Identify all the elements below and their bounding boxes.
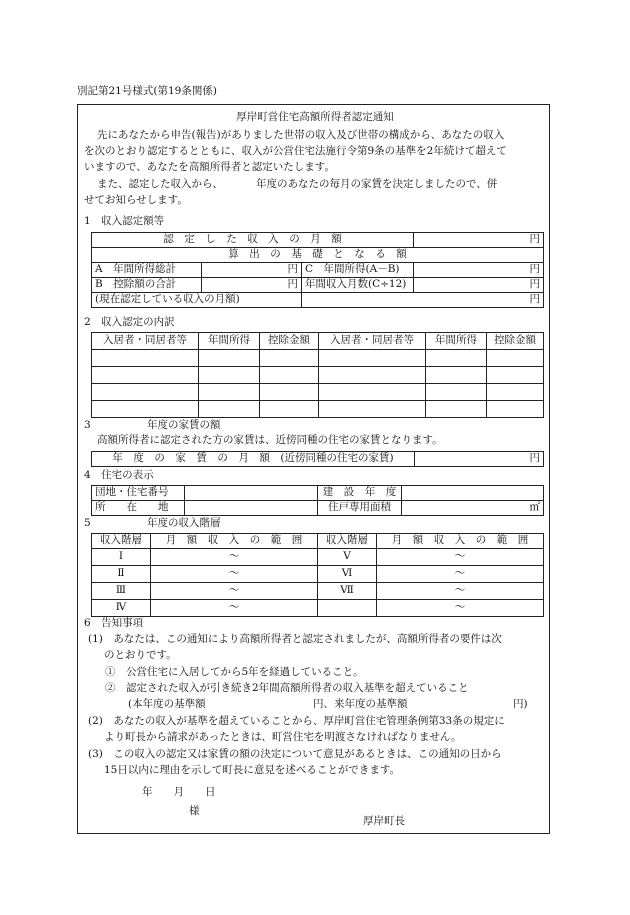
section-3-number: 3 <box>84 419 91 431</box>
bracket-header: 収入階層 <box>92 534 151 549</box>
section-3-heading: 年度の家賃の額 <box>147 419 221 431</box>
housing-table <box>91 485 544 516</box>
income-breakdown-table <box>91 332 544 418</box>
section-6-heading: 6 告知事項 <box>84 617 144 629</box>
table-row <box>92 600 544 617</box>
monthly-rent-value: 円 <box>415 452 544 467</box>
table-row <box>92 566 544 583</box>
bracket-level: Ⅲ <box>92 583 151 600</box>
rent-table <box>91 451 544 467</box>
form-number: 別記第21号様式(第19条関係) <box>77 85 217 97</box>
deduction-total-value: 円 <box>202 278 302 293</box>
monthly-income-label: 認 定 し た 収 入 の 月 額 <box>92 233 414 248</box>
bracket-level: Ⅳ <box>92 600 151 617</box>
range-header: 月 額 収 入 の 範 囲 <box>377 534 544 549</box>
standard-next-year-label: 円、来年度の基準額 <box>313 698 408 710</box>
table-row <box>92 350 544 367</box>
notice-2-line-2: より町長から請求があったときは、町営住宅を明渡さなければなりません。 <box>104 731 462 743</box>
header-resident: 入居者・同居者等 <box>319 333 426 350</box>
notice-1-requirement-a: ① 公営住宅に入居してから5年を経過していること。 <box>105 666 364 678</box>
table-row <box>92 583 544 600</box>
complex-number-label: 団地・住宅番号 <box>92 486 185 501</box>
table-row <box>92 401 544 418</box>
notice-1-requirement-b: ② 認定された収入が引き続き2年間高額所得者の収入基準を超えていること <box>105 682 469 694</box>
section-1-heading: 1 収入認定額等 <box>84 215 165 227</box>
income-bracket-table <box>91 533 544 617</box>
intro-line-1: 先にあなたから申告(報告)がありました世帯の収入及び世帯の構成から、あなたの収入 <box>97 129 505 141</box>
calculation-basis-label: 算 出 の 基 礎 と な る 額 <box>92 248 544 263</box>
bracket-level: Ⅵ <box>318 566 377 583</box>
section-2-heading: 2 収入認定の内訳 <box>84 316 175 328</box>
bracket-level: Ⅱ <box>92 566 151 583</box>
annual-income-value: 円 <box>414 263 544 278</box>
table-row <box>92 384 544 401</box>
annual-income-total-label: A 年間所得総計 <box>92 263 202 278</box>
intro-line-4a: また、認定した収入から、 <box>97 178 223 190</box>
monthly-average-label: 年間収入月数(C÷12) <box>302 278 414 293</box>
range-tilde: ～ <box>377 566 544 583</box>
section-5-number: 5 <box>84 517 91 529</box>
floor-area-label: 住戸専用面積 <box>318 501 402 516</box>
issuer-name: 厚岸町長 <box>363 815 405 827</box>
rent-note: 高額所得者に認定された方の家賃は、近傍同種の住宅の家賃となります。 <box>97 434 443 446</box>
section-4-heading: 4 住宅の表示 <box>84 469 154 481</box>
floor-area-unit: ㎡ <box>402 501 544 516</box>
range-tilde: ～ <box>151 600 318 617</box>
range-tilde: ～ <box>151 583 318 600</box>
intro-line-2: を次のとおり認定するとともに、収入が公営住宅法施行令第9条の基準を2年続けて超えて <box>84 145 507 157</box>
header-deduction: 控除金額 <box>260 333 319 350</box>
range-tilde: ～ <box>377 549 544 566</box>
table-row <box>92 367 544 384</box>
table-row <box>92 549 544 566</box>
header-annual-income: 年間所得 <box>426 333 487 350</box>
range-header: 月 額 収 入 の 範 囲 <box>151 534 318 549</box>
income-table <box>91 232 544 308</box>
range-tilde: ～ <box>151 566 318 583</box>
range-tilde: ～ <box>377 600 544 617</box>
header-annual-income: 年間所得 <box>199 333 260 350</box>
notice-1-line-1: (1) あなたは、この通知により高額所得者と認定されましたが、高額所得者の要件は次 <box>88 633 502 645</box>
notice-3-line-2: 15日以内に理由を示して町長に意見を述べることができます。 <box>104 764 401 776</box>
build-year-label: 建 設 年 度 <box>318 486 402 501</box>
standard-this-year-label: (本年度の基準額 <box>128 698 206 710</box>
bracket-level: Ⅰ <box>92 549 151 566</box>
monthly-rent-label: 年 度 の 家 賃 の 月 額 (近傍同種の住宅の家賃) <box>92 452 415 467</box>
recipient-suffix: 様 <box>189 805 200 817</box>
current-income-label: (現在認定している収入の月額) <box>92 293 302 308</box>
notice-date: 年 月 日 <box>142 786 216 798</box>
notice-3-line-1: (3) この収入の認定又は家賃の額の決定について意見があるときは、この通知の日から <box>88 748 502 760</box>
range-tilde: ～ <box>377 583 544 600</box>
deduction-total-label: B 控除額の合計 <box>92 278 202 293</box>
intro-line-4b: 年度のあなたの毎月の家賃を決定しましたので、併 <box>256 178 498 190</box>
bracket-header: 収入階層 <box>318 534 377 549</box>
bracket-level: Ⅶ <box>318 583 377 600</box>
notice-2-line-1: (2) あなたの収入が基準を超えていることから、厚岸町営住宅管理条例第33条の規定に <box>88 715 505 727</box>
complex-number-value <box>185 486 318 501</box>
section-5-heading: 年度の収入階層 <box>147 517 221 529</box>
monthly-income-value: 円 <box>414 233 544 248</box>
annual-income-label: C 年間所得(A－B) <box>302 263 414 278</box>
bracket-level <box>318 600 377 617</box>
intro-line-5: せてお知らせします。 <box>84 194 188 206</box>
address-label: 所 在 地 <box>92 501 185 516</box>
monthly-average-value: 円 <box>414 278 544 293</box>
address-value <box>185 501 318 516</box>
annual-income-total-value: 円 <box>202 263 302 278</box>
build-year-value <box>402 486 544 501</box>
notice-1-line-2: のとおりです。 <box>104 649 177 661</box>
document-title: 厚岸町営住宅高額所得者認定通知 <box>236 111 394 123</box>
current-income-value: 円 <box>302 293 544 308</box>
header-deduction: 控除金額 <box>487 333 544 350</box>
standard-next-year-unit: 円) <box>513 698 528 710</box>
intro-line-3: いますので、あなたを高額所得者と認定いたします。 <box>84 161 335 173</box>
bracket-level: Ⅴ <box>318 549 377 566</box>
header-resident: 入居者・同居者等 <box>92 333 199 350</box>
range-tilde: ～ <box>151 549 318 566</box>
